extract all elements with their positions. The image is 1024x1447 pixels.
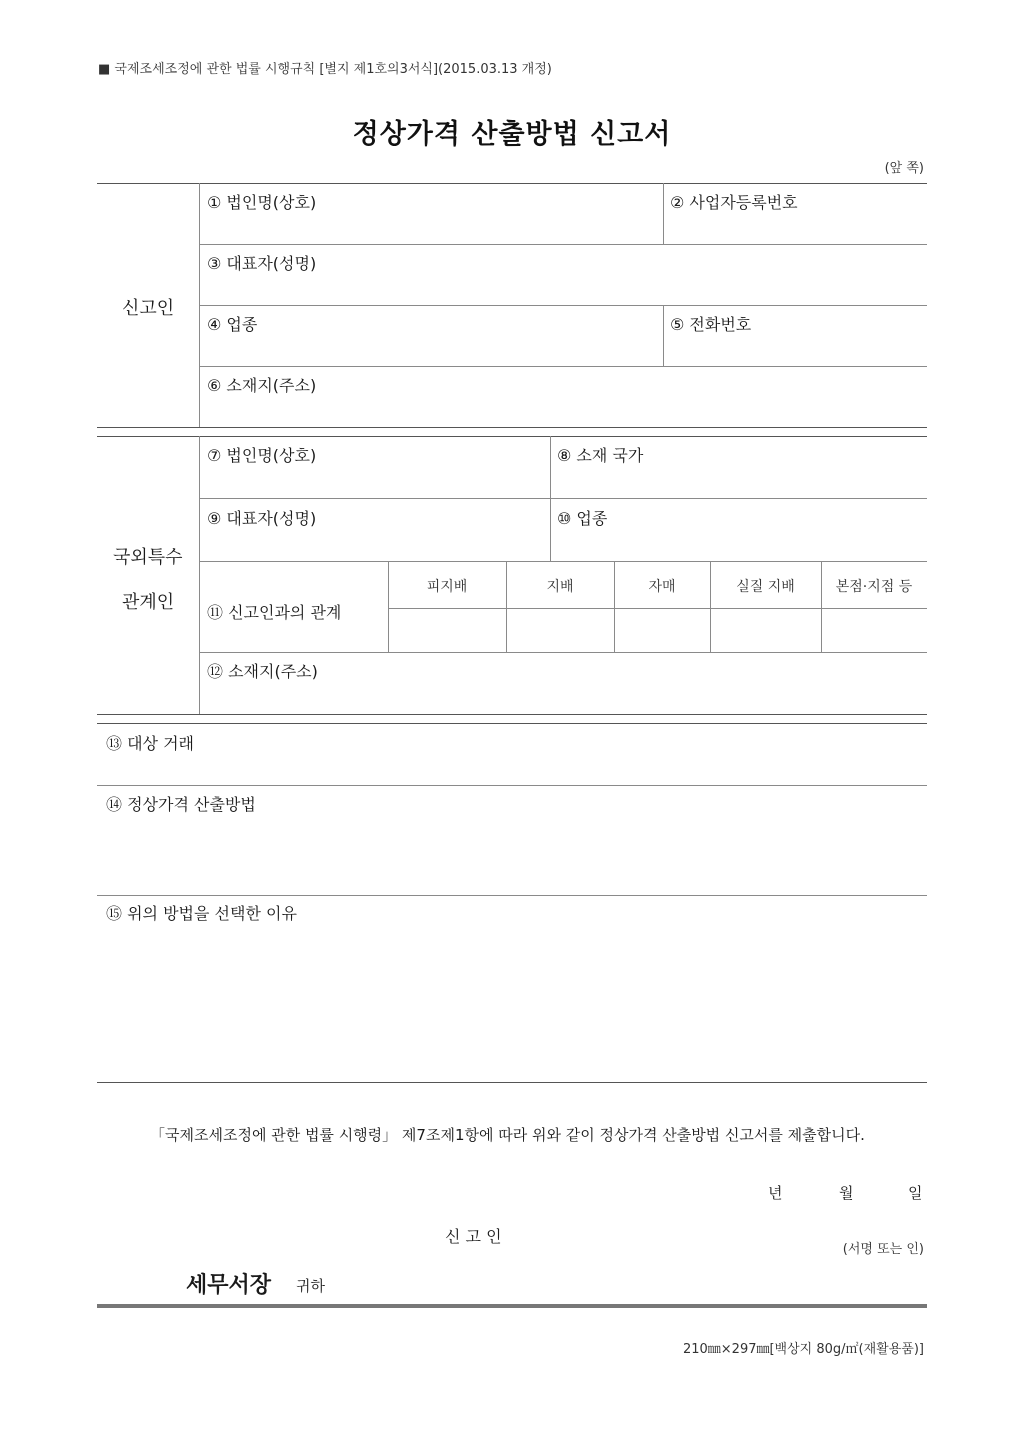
divider xyxy=(199,498,927,499)
divider xyxy=(97,714,927,715)
divider xyxy=(199,561,927,562)
divider xyxy=(97,895,927,896)
foreign-corp-name-field[interactable]: ⑦ 법인명(상호) xyxy=(207,446,317,465)
relationship-checkbox-cell[interactable] xyxy=(711,609,821,652)
divider xyxy=(199,652,927,653)
signer-label: 신 고 인 xyxy=(445,1227,502,1246)
foreign-party-section-label: 국외특수 xyxy=(113,547,183,568)
relationship-column-header: 실질 지배 xyxy=(736,579,795,595)
paper-spec: 210㎜×297㎜[백상지 80g/㎡(재활용품)] xyxy=(682,1342,924,1357)
divider xyxy=(199,244,927,245)
signature-note: (서명 또는 인) xyxy=(842,1242,924,1257)
relationship-checkbox-cell[interactable] xyxy=(389,609,506,652)
divider xyxy=(663,183,664,244)
reporter-corp-name-field[interactable]: ① 법인명(상호) xyxy=(207,193,317,212)
relationship-column-header: 본점·지점 등 xyxy=(835,579,913,595)
reporter-business-type-field[interactable]: ④ 업종 xyxy=(207,315,258,334)
divider xyxy=(97,427,927,428)
relationship-column-header: 자매 xyxy=(648,579,676,595)
declaration-text: 「국제조세조정에 관한 법률 시행령」 제7조제1항에 따라 위와 같이 정상가격 산출방법 신고서를 제출합니다. xyxy=(150,1126,865,1144)
divider xyxy=(199,366,927,367)
divider xyxy=(97,183,927,184)
divider xyxy=(97,723,927,724)
foreign-representative-field[interactable]: ⑨ 대표자(성명) xyxy=(207,509,317,528)
date-year-label: 년 xyxy=(768,1184,783,1202)
page-side-label: (앞 쪽) xyxy=(884,161,924,176)
date-month-label: 월 xyxy=(839,1184,854,1202)
divider xyxy=(97,785,927,786)
foreign-business-type-field[interactable]: ⑩ 업종 xyxy=(557,509,608,528)
bottom-rule xyxy=(97,1304,927,1308)
reporter-business-reg-no-field[interactable]: ② 사업자등록번호 xyxy=(670,193,798,212)
addressee: 세무서장 xyxy=(186,1273,272,1298)
reporter-section-label: 신고인 xyxy=(122,298,175,319)
form-reference: ■ 국제조세조정에 관한 법률 시행규칙 [별지 제1호의3서식](2015.03.13 개정) xyxy=(98,62,552,77)
divider xyxy=(97,1082,927,1083)
reporter-representative-field[interactable]: ③ 대표자(성명) xyxy=(207,254,317,273)
reporter-phone-field[interactable]: ⑤ 전화번호 xyxy=(670,315,752,334)
foreign-country-field[interactable]: ⑧ 소재 국가 xyxy=(557,446,644,465)
relationship-checkbox-cell[interactable] xyxy=(507,609,614,652)
relationship-column-header: 지배 xyxy=(546,579,574,595)
divider xyxy=(663,305,664,366)
target-transaction-field[interactable]: ⑬ 대상 거래 xyxy=(106,734,194,753)
page-title: 정상가격 산출방법 신고서 xyxy=(352,119,672,150)
relationship-column-header: 피지배 xyxy=(426,579,468,595)
foreign-party-section-label-line2: 관계인 xyxy=(122,592,175,613)
reporter-address-field[interactable]: ⑥ 소재지(주소) xyxy=(207,376,317,395)
relationship-label: ⑪ 신고인과의 관계 xyxy=(207,603,342,622)
pricing-method-field[interactable]: ⑭ 정상가격 산출방법 xyxy=(106,795,256,814)
relationship-checkbox-cell[interactable] xyxy=(615,609,710,652)
date-day-label: 일 xyxy=(908,1184,923,1202)
divider xyxy=(97,436,927,437)
method-reason-field[interactable]: ⑮ 위의 방법을 선택한 이유 xyxy=(106,904,297,923)
divider xyxy=(550,436,551,561)
divider xyxy=(199,305,927,306)
foreign-address-field[interactable]: ⑫ 소재지(주소) xyxy=(207,662,318,681)
divider xyxy=(199,436,200,714)
addressee-suffix: 귀하 xyxy=(296,1277,325,1295)
relationship-checkbox-cell[interactable] xyxy=(822,609,927,652)
